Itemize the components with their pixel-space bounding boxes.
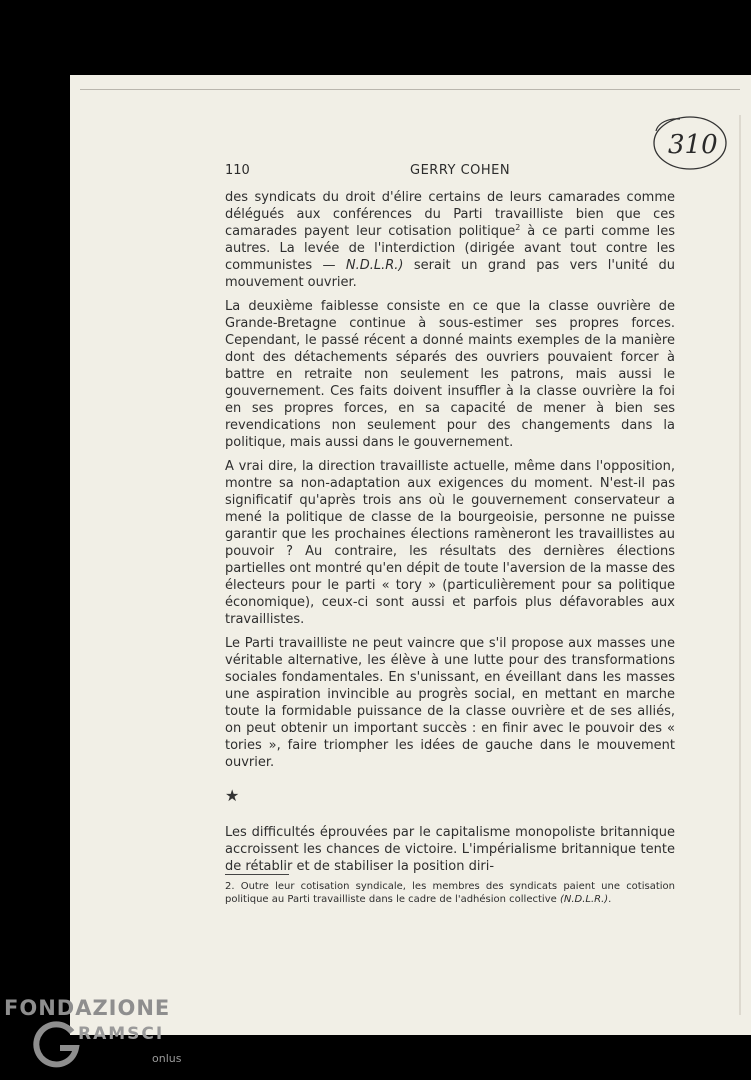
paragraph-5: Les difficultés éprouvées par le capitalisme monopoliste britannique accroissent les chances de victoire. L'impérialisme britannique tente de rétablir et de stabiliser la position diri- — [225, 825, 675, 874]
paragraph-2: La deuxième faiblesse consiste en ce que la classe ouvrière de Grande-Bretagne continue à sous-estimer ses propres forces. Cependant, le passé récent a donné maints exemples de la manière dont des détachements séparés des ouvriers pouvaient forcer à battre en retraite non seulement les patrons, mais aussi le gouvernement. Ces faits doivent insuffler à la classe ouvrière la foi en ses propres forces, en sa capacité de mener à bien ses revendications non seulement pour des changements dans la politique, mais aussi dans le gouvernement. — [225, 299, 675, 450]
scanned-page — [70, 75, 751, 1035]
watermark-line-1: FONDAZIONE — [4, 996, 171, 1020]
page-right-edge — [739, 115, 741, 1015]
paragraph-1-text-c: serait un grand pas vers l'unité du mouvement ouvrier. — [225, 258, 675, 290]
page-number: 110 — [225, 163, 250, 178]
svg-text:310: 310 — [668, 130, 718, 160]
footnote-end: . — [608, 894, 612, 905]
paragraph-4: Le Parti travailliste ne peut vaincre que s'il propose aux masses une véritable alternative, les élève à une lutte pour des transformations sociales fondamentales. En s'unissant, en éveillant dans les masses une aspiration invincible au progrès social, en mettant en marche toute la formidable puissance de la classe ouvrière et de ses alliés, on peut obtenir un important succès : en finir avec le pouvoir des « tories », faire triompher les idées de gauche dans le mouvement ouvrier. — [225, 636, 675, 770]
footnote-ref: 2 — [515, 223, 521, 232]
paragraph-1-text-b: à ce parti comme les autres. La levée de l'interdiction (dirigée avant tout contre les communistes — — [225, 224, 675, 273]
paragraph-1 — [225, 189, 675, 291]
watermark-g-logo-icon — [32, 1018, 84, 1070]
running-head: GERRY COHEN — [410, 163, 511, 178]
body-text — [225, 189, 675, 882]
footnote-text: 2. Outre leur cotisation syndicale, les membres des syndicats paient une cotisation politique au Parti travailliste dans le cadre de l'adhésion collective — [225, 881, 675, 905]
paragraph-1-editor-note: N.D.L.R.) — [345, 258, 404, 273]
watermark-line-2: RAMSCI — [78, 1024, 165, 1044]
footnote-rule — [225, 874, 289, 875]
footnote — [225, 880, 675, 906]
fondazione-gramsci-watermark — [4, 996, 204, 1076]
page-header — [225, 163, 675, 183]
paragraph-3: A vrai dire, la direction travailliste actuelle, même dans l'opposition, montre sa non-adaptation aux exigences du moment. N'est-il pas significatif qu'après trois ans où le gouvernement conservateur a mené la politique de classe de la bourgeoisie, personne ne puisse garantir que les prochaines élections ramèneront les travaillistes au pouvoir ? Au contraire, les résultats des dernières élections partielles ont montré qu'en dépit de toute l'aversion de la masse des électeurs pour le parti « tory » (particulièrement pour sa politique économique), ceux-ci sont aussi et parfois plus défavorables aux travaillistes. — [225, 459, 675, 627]
footnote-editor-note: (N.D.L.R.) — [559, 894, 609, 905]
watermark-line-3: onlus — [152, 1052, 182, 1065]
page-top-edge — [80, 89, 740, 90]
paragraph-1-text: des syndicats du droit d'élire certains de leurs camarades comme délégués aux conférences du Parti travailliste bien que ces camarades payent leur cotisation politique — [225, 190, 675, 239]
section-star-divider: ★ — [225, 786, 240, 805]
